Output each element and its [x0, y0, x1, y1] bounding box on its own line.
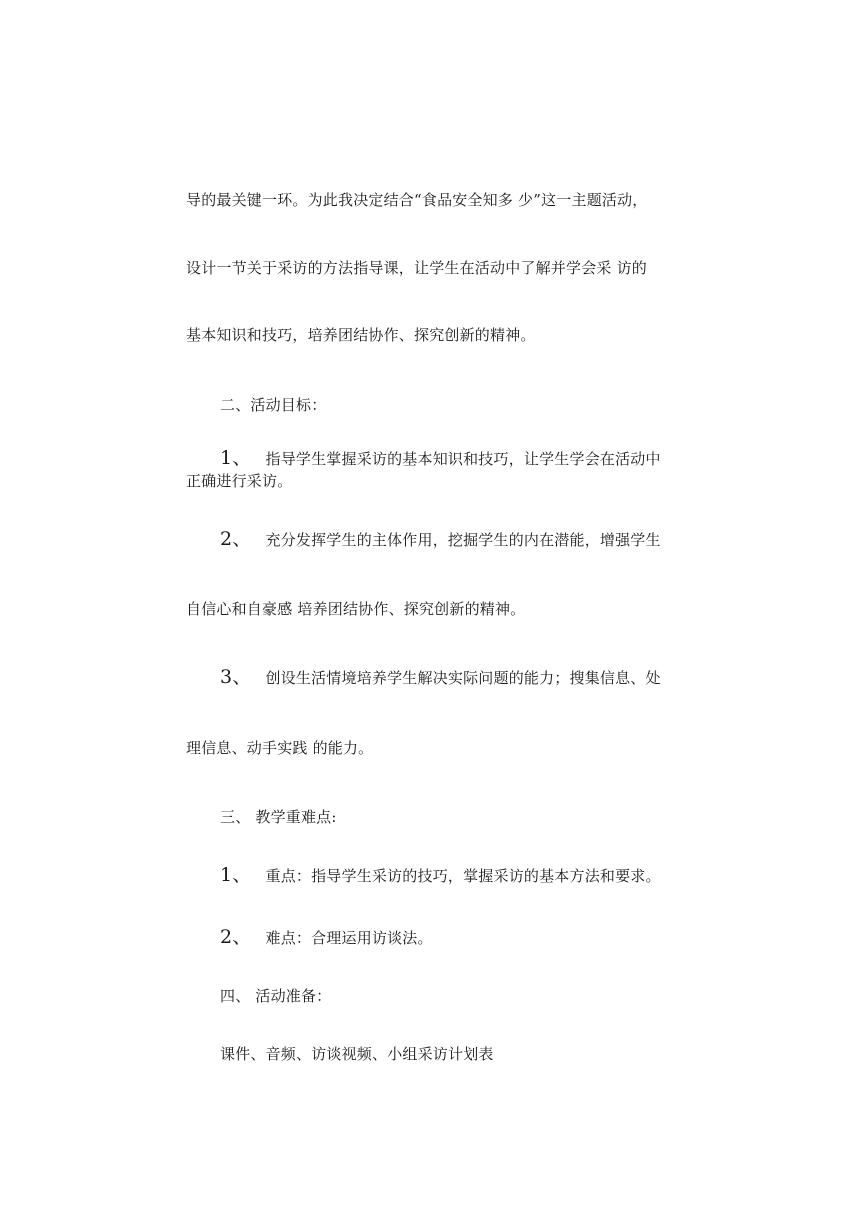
- key-point-2-number: 2、: [220, 926, 252, 948]
- key-point-2-text: 难点：合理运用访谈法。: [265, 929, 433, 947]
- goal-3-text: 创设生活情境培养学生解决实际问题的能力；搜集信息、处: [265, 669, 661, 687]
- key-point-2: [220, 926, 433, 949]
- goal-2-text: 充分发挥学生的主体作用，挖掘学生的内在潜能，增强学生: [265, 531, 661, 549]
- intro-line-3: 基本知识和技巧，培养团结协作、探究创新的精神。: [186, 326, 536, 344]
- goal-3-line-1: [220, 666, 661, 689]
- key-point-1: [220, 864, 661, 887]
- goal-3-number: 3、: [220, 666, 252, 688]
- section-4-heading: 四、 活动准备：: [220, 987, 332, 1005]
- goal-3-line-2: 理信息、动手实践 的能力。: [186, 739, 374, 757]
- intro-line-2: 设计一节关于采访的方法指导课，让学生在活动中了解并学会采 访的: [186, 259, 647, 277]
- intro-line-1: 导的最关键一环。为此我决定结合“食品安全知多 少”这一主题活动，: [186, 191, 648, 209]
- goal-2-line-2: 自信心和自豪感 培养团结协作、探究创新的精神。: [186, 600, 526, 618]
- goal-2-number: 2、: [220, 528, 252, 550]
- goal-1-text: 指导学生掌握采访的基本知识和技巧，让学生学会在活动中: [265, 450, 661, 468]
- key-point-1-text: 重点：指导学生采访的技巧，掌握采访的基本方法和要求。: [265, 867, 661, 885]
- goal-1-line-1: [220, 447, 661, 470]
- key-point-1-number: 1、: [220, 864, 252, 886]
- section-3-heading: 三、 教学重难点:: [220, 808, 337, 826]
- goal-2-line-1: [220, 528, 661, 551]
- materials-list: 课件、音频、访谈视频、小组采访计划表: [220, 1045, 494, 1063]
- section-2-heading: 二、活动目标：: [220, 396, 327, 414]
- goal-1-line-2: 正确进行采访。: [186, 472, 293, 490]
- goal-1-number: 1、: [220, 447, 252, 469]
